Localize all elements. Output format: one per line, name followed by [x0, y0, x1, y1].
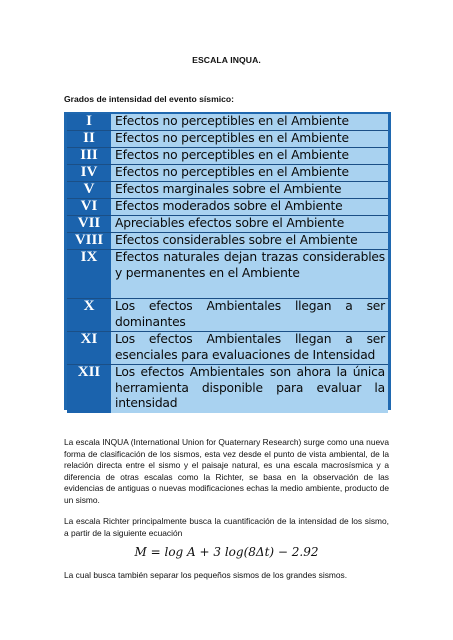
grade-number: III: [67, 148, 111, 164]
grade-description: Efectos considerables sobre el Ambiente: [111, 233, 388, 249]
paragraph-inqua-intro: La escala INQUA (International Union for Quaternary Research) surge como una nueva forma de clasificación de los sismos, esta vez desde el punto de vista ambiental, de la relación directa entre el sismo y el paisaje natural, es una escala macrosísmica y a diferencia de otras escalas como la Richter, se basa en la observación de las evidencias de antiguas o nuevas modificaciones echas la medio ambiente, producto de un sismo.: [64, 437, 389, 505]
table-row: [67, 299, 388, 332]
grade-description: Los efectos Ambientales son ahora la única herramienta disponible para evaluar la intensidad: [111, 365, 388, 413]
grade-number: XII: [67, 365, 111, 413]
grade-description: Efectos moderados sobre el Ambiente: [111, 199, 388, 215]
grade-description: Los efectos Ambientales llegan a ser esenciales para evaluaciones de Intensidad: [111, 332, 388, 364]
table-row: [67, 199, 388, 216]
grade-number: XI: [67, 332, 111, 364]
grade-description: Efectos no perceptibles en el Ambiente: [111, 148, 388, 164]
grade-number: X: [67, 299, 111, 331]
table-row: [67, 250, 388, 299]
richter-equation: M = log A + 3 log(8Δt) − 2.92: [134, 545, 319, 559]
paragraph-richter: La escala Richter principalmente busca la cuantificación de la intensidad de los sismo, a partir de la siguiente ecuación: [64, 516, 389, 538]
table-row: [67, 148, 388, 165]
intensity-scale-table: [64, 112, 391, 410]
paragraph-conclusion: La cual busca también separar los pequeños sismos de los grandes sismos.: [64, 570, 348, 580]
grade-description: Efectos no perceptibles en el Ambiente: [111, 114, 388, 130]
table-row: [67, 131, 388, 148]
grade-description: Efectos no perceptibles en el Ambiente: [111, 131, 388, 147]
table-row: [67, 233, 388, 250]
grade-number: V: [67, 182, 111, 198]
grade-description: Los efectos Ambientales llegan a ser dominantes: [111, 299, 388, 331]
grade-number: VI: [67, 199, 111, 215]
table-row: [67, 216, 388, 233]
grade-description: Efectos marginales sobre el Ambiente: [111, 182, 388, 198]
grade-description: Efectos naturales dejan trazas considerables y permanentes en el Ambiente: [111, 250, 388, 298]
grade-number: II: [67, 131, 111, 147]
document-title: ESCALA INQUA.: [192, 55, 261, 65]
grade-number: I: [67, 114, 111, 130]
grade-number: VIII: [67, 233, 111, 249]
section-subtitle: Grados de intensidad del evento sísmico:: [64, 94, 235, 104]
grade-number: IX: [67, 250, 111, 298]
grade-description: Apreciables efectos sobre el Ambiente: [111, 216, 388, 232]
table-row: [67, 165, 388, 182]
table-row: [67, 332, 388, 365]
grade-number: VII: [67, 216, 111, 232]
table-row: [67, 114, 388, 131]
grade-description: Efectos no perceptibles en el Ambiente: [111, 165, 388, 181]
grade-number: IV: [67, 165, 111, 181]
table-row: [67, 365, 388, 413]
table-row: [67, 182, 388, 199]
